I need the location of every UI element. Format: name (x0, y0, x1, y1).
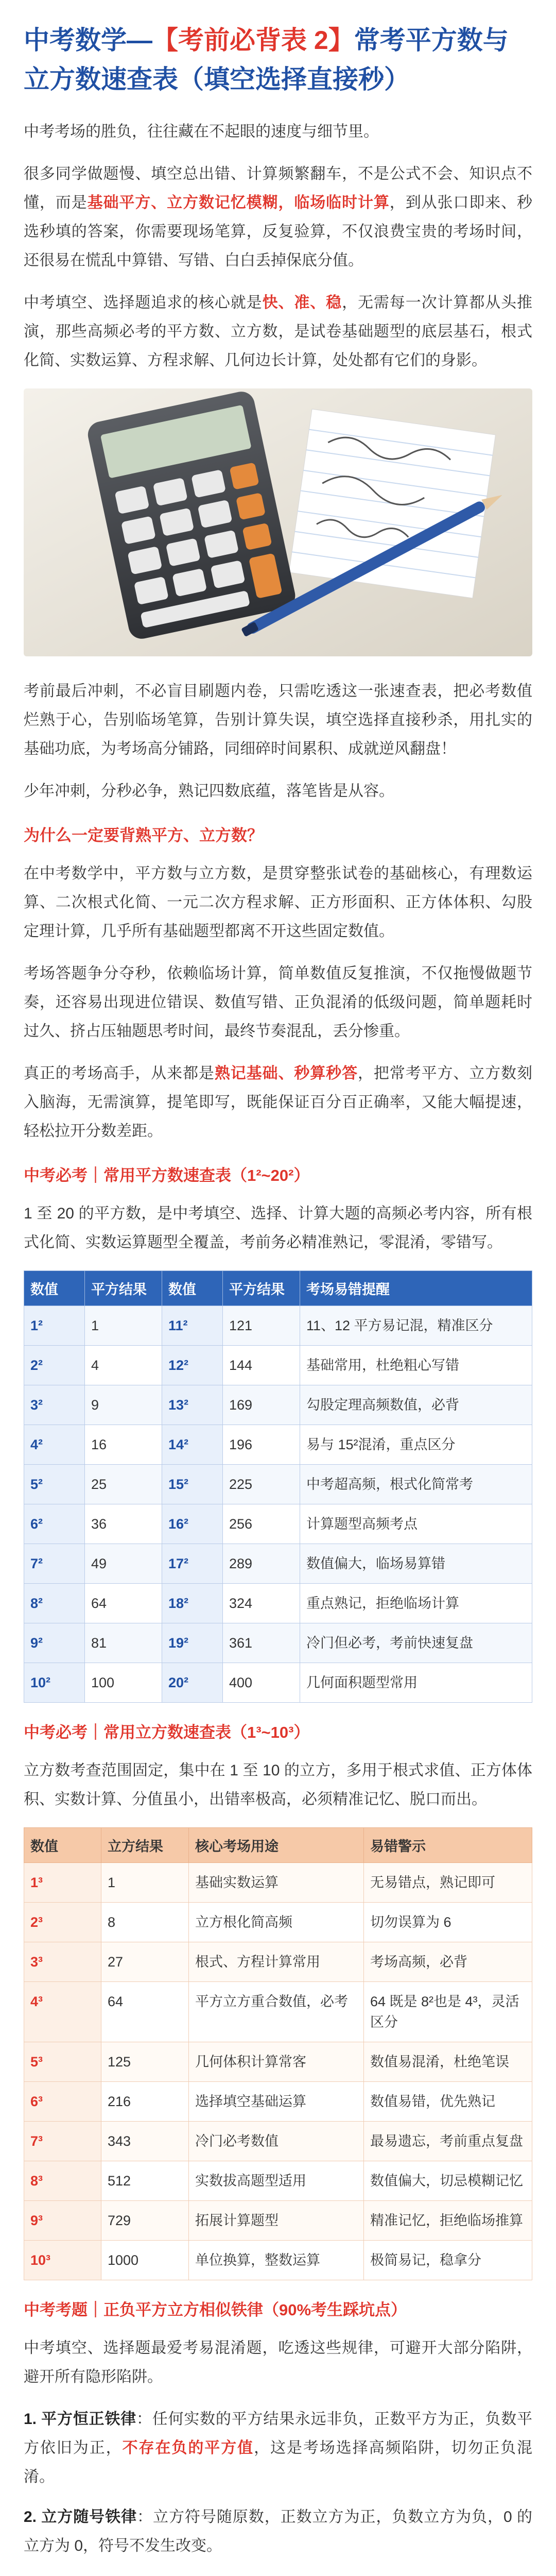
square-table-row-cell: 19² (162, 1623, 223, 1663)
cube-table-row (24, 2201, 532, 2241)
after-photo-p1: 考前最后冲刺，不必盲目刷题内卷，只需吃透这一张速查表，把必考数值烂熟于心，告别临场笔算，告别计算失误，填空选择直接秒杀，用扎实的基础功底，为考场高分铺路，同细碎时间累积、成就逆风翻盘！ (24, 683, 532, 757)
intro-p2-b: ，到从张口即来、秒选秒填的答案，你需要现场笔算，反复验算，不仅浪费宝贵的考场时间，还很易在慌乱中算错、写错、白白丢掉保底分值。 (24, 194, 533, 269)
square-table-row-cell: 中考超高频，根式化简常考 (300, 1465, 532, 1504)
cube-table-row-cell: 64 (101, 1982, 189, 2042)
square-table-row-cell: 17² (162, 1544, 223, 1584)
square-table-row-cell: 易与 15²混淆，重点区分 (300, 1425, 532, 1465)
cube-table-row-cell: 平方立方重合数值，必考 (189, 1982, 364, 2042)
cube-table-row-cell: 27 (101, 1942, 189, 1982)
square-table-row (24, 1346, 532, 1385)
intro-p3 (24, 289, 532, 375)
square-heading: 中考必考｜常用平方数速查表（1²~20²） (24, 1166, 310, 1184)
square-table-row-cell: 9² (24, 1623, 85, 1663)
cube-table-row (24, 1863, 532, 1903)
square-table-row-cell: 1 (85, 1306, 162, 1346)
cube-table-row-cell: 切勿误算为 6 (364, 1903, 532, 1942)
square-table-row-cell: 6² (24, 1504, 85, 1544)
cube-table-row (24, 2241, 532, 2280)
why-p3-c: ，把常考平方、立方数刻入脑海，无需演算，提笔即写，既能保证百分百正确率，又能大幅提速，轻松拉开分数差距。 (24, 1065, 533, 1140)
cube-table-row-cell: 几何体积计算常客 (189, 2042, 364, 2082)
cube-table-row-cell: 无易错点，熟记即可 (364, 1863, 532, 1903)
rule-1 (24, 2405, 532, 2492)
confuse-heading: 中考考题｜正负平方立方相似铁律（90%考生踩坑点） (24, 2301, 407, 2319)
square-table-row-cell: 几何面积题型常用 (300, 1663, 532, 1703)
cube-table-row-cell: 343 (101, 2122, 189, 2161)
cube-table-row-cell: 基础实数运算 (189, 1863, 364, 1903)
cube-table-row-cell: 数值偏大，切忌模糊记忆 (364, 2161, 532, 2201)
square-table-row-cell: 400 (223, 1663, 300, 1703)
square-table-row-cell: 100 (85, 1663, 162, 1703)
square-table-row (24, 1663, 532, 1703)
square-desc: 1 至 20 的平方数，是中考填空、选择、计算大题的高频必考内容，所有根式化简、实数运算题型全覆盖，考前务必精准熟记，零混淆，零错写。 (24, 1205, 532, 1251)
cube-table-row-cell: 3³ (24, 1942, 101, 1982)
square-table-row-cell: 144 (223, 1346, 300, 1385)
square-table-row-cell: 256 (223, 1504, 300, 1544)
cube-table-row-cell: 考场高频，必背 (364, 1942, 532, 1982)
square-table-row-cell: 13² (162, 1385, 223, 1425)
after-photo-p2: 少年冲刺，分秒必争，熟记四数底蕴，落笔皆是从容。 (24, 783, 394, 800)
cube-table-row-cell: 最易遗忘，考前重点复盘 (364, 2122, 532, 2161)
cube-col-header: 数值 (24, 1828, 101, 1863)
square-table-row (24, 1584, 532, 1623)
cube-desc: 立方数考查范围固定，集中在 1 至 10 的立方，多用于根式求值、正方体体积、实数计算、分值虽小，出错率极高，必须精准记忆、脱口而出。 (24, 1762, 532, 1808)
cube-table-row-cell: 64 既是 8²也是 4³，灵活区分 (364, 1982, 532, 2042)
square-table-row-cell: 16 (85, 1425, 162, 1465)
square-table-row-cell: 36 (85, 1504, 162, 1544)
cube-table-row (24, 2122, 532, 2161)
square-table-row-cell: 8² (24, 1584, 85, 1623)
cube-table-header (24, 1828, 532, 1863)
square-table-row-cell: 冷门但必考，考前快速复盘 (300, 1623, 532, 1663)
square-table-row-cell: 11、12 平方易记混，精准区分 (300, 1306, 532, 1346)
cube-table-row-cell: 8³ (24, 2161, 101, 2201)
cube-table-row-cell: 4³ (24, 1982, 101, 2042)
confuse-p1: 中考填空、选择题最爱考易混淆题，吃透这些规律，可避开大部分陷阱，避开所有隐形陷阱。 (24, 2340, 532, 2385)
cube-table (24, 1827, 532, 2280)
square-table-row-cell: 5² (24, 1465, 85, 1504)
square-table-row (24, 1544, 532, 1584)
square-table-row-cell: 324 (223, 1584, 300, 1623)
square-table-row-cell: 数值偏大，临场易算错 (300, 1544, 532, 1584)
intro-p1: 中考考场的胜负，往往藏在不起眼的速度与细节里。 (24, 123, 379, 140)
cube-table-row-cell: 512 (101, 2161, 189, 2201)
rule-1-a: ：任何实数的平方结果永远非负，正数平方为正，负数平方依旧为正， (24, 2411, 532, 2456)
square-table-row-cell: 4² (24, 1425, 85, 1465)
square-table-row-cell: 3² (24, 1385, 85, 1425)
rule-2-text: ：立方符号随原数，正数立方为正，负数立方为负，0 的立方为 0，符号不发生改变。 (24, 2509, 532, 2554)
cube-table-row-cell: 极简易记，稳拿分 (364, 2241, 532, 2280)
cube-table-row-cell: 选择填空基础运算 (189, 2082, 364, 2122)
rule-2-lead: 2. 立方随号铁律 (24, 2509, 137, 2526)
intro-p2-highlight: 基础平方、立方数记忆模糊，临场临时计算 (87, 194, 390, 211)
square-table-row (24, 1504, 532, 1544)
cube-table-row (24, 2042, 532, 2082)
square-table-row-cell: 2² (24, 1346, 85, 1385)
cube-table-row-cell: 1000 (101, 2241, 189, 2280)
intro-p2-a: 很多同学做题慢、填空总出错、计算频繁翻车，不是公式不会、知识点不懂，而是 (24, 165, 532, 211)
square-table-row-cell: 196 (223, 1425, 300, 1465)
square-table-row-cell: 1² (24, 1306, 85, 1346)
square-table-row-cell: 225 (223, 1465, 300, 1504)
cube-table-row-cell: 7³ (24, 2122, 101, 2161)
cube-table-row (24, 1942, 532, 1982)
square-col-header: 考场易错提醒 (300, 1271, 532, 1306)
cube-col-header: 立方结果 (101, 1828, 189, 1863)
cube-table-row (24, 2082, 532, 2122)
why-p3-highlight: 熟记基础、秒算秒答 (214, 1065, 358, 1082)
square-table-row-cell: 49 (85, 1544, 162, 1584)
square-table-row-cell: 勾股定理高频数值，必背 (300, 1385, 532, 1425)
cube-table-row-cell: 精准记忆，拒绝临场推算 (364, 2201, 532, 2241)
square-table-row-cell: 11² (162, 1306, 223, 1346)
square-col-header: 平方结果 (223, 1271, 300, 1306)
cube-table-row-cell: 10³ (24, 2241, 101, 2280)
rule-1-lead: 1. 平方恒正铁律 (24, 2411, 136, 2428)
cube-table-row-cell: 立方根化简高频 (189, 1903, 364, 1942)
square-table-row-cell: 169 (223, 1385, 300, 1425)
title-suffix: 常考平方数与立方数速查表（填空选择直接秒） (24, 26, 509, 94)
cube-table-row-cell: 8 (101, 1903, 189, 1942)
square-table-row-cell: 12² (162, 1346, 223, 1385)
cube-table-row (24, 2161, 532, 2201)
square-table-row-cell: 20² (162, 1663, 223, 1703)
square-table-row (24, 1306, 532, 1346)
cube-heading: 中考必考｜常用立方数速查表（1³~10³） (24, 1723, 310, 1741)
rule-1-c: ，这是考场选择高频陷阱，切勿正负混淆。 (24, 2439, 533, 2485)
cube-table-row-cell: 1³ (24, 1863, 101, 1903)
cube-table-row-cell: 单位换算，整数运算 (189, 2241, 364, 2280)
rule-1-highlight: 不存在负的平方值 (122, 2439, 254, 2456)
cube-col-header: 核心考场用途 (189, 1828, 364, 1863)
square-table-row-cell: 18² (162, 1584, 223, 1623)
square-table-row-cell: 重点熟记，拒绝临场计算 (300, 1584, 532, 1623)
intro-p2 (24, 160, 532, 275)
square-table-row-cell: 9 (85, 1385, 162, 1425)
cube-table-row (24, 1982, 532, 2042)
square-table-row-cell: 121 (223, 1306, 300, 1346)
title-highlight: 【考前必背表 2】 (152, 26, 354, 55)
why-p1: 在中考数学中，平方数与立方数，是贯穿整张试卷的基础核心，有理数运算、二次根式化简、一元二次方程求解、正方形面积、正方体体积、勾股定理计算，几乎所有基础题型都离不开这些固定数值。 (24, 865, 532, 940)
square-table-row-cell: 289 (223, 1544, 300, 1584)
cube-table-row-cell: 729 (101, 2201, 189, 2241)
cube-table-row-cell: 5³ (24, 2042, 101, 2082)
square-table-row-cell: 10² (24, 1663, 85, 1703)
square-table-row-cell: 81 (85, 1623, 162, 1663)
cube-table-row-cell: 拓展计算题型 (189, 2201, 364, 2241)
page-title (24, 21, 532, 99)
square-table-row-cell: 基础常用，杜绝粗心写错 (300, 1346, 532, 1385)
cube-table-row-cell: 9³ (24, 2201, 101, 2241)
cube-table-row-cell: 数值易混淆，杜绝笔误 (364, 2042, 532, 2082)
cube-table-row-cell: 125 (101, 2042, 189, 2082)
calculator-pen-photo (24, 388, 532, 656)
square-table-row-cell: 25 (85, 1465, 162, 1504)
intro-p3-a: 中考填空、选择题追求的核心就是 (24, 294, 263, 311)
square-col-header: 数值 (24, 1271, 85, 1306)
cube-table-row-cell: 6³ (24, 2082, 101, 2122)
cube-table-row (24, 1903, 532, 1942)
square-table-row (24, 1465, 532, 1504)
square-table-row-cell: 16² (162, 1504, 223, 1544)
rule-2 (24, 2503, 532, 2561)
why-p2: 考场答题争分夺秒，依赖临场计算，简单数值反复推演，不仅拖慢做题节奏，还容易出现进位错误、数值写错、正负混淆的低级问题，简单题耗时过久、挤占压轴题思考时间，最终节奏混乱，丢分惨重。 (24, 965, 532, 1040)
square-table-row-cell: 14² (162, 1425, 223, 1465)
square-table-row (24, 1623, 532, 1663)
square-table-row (24, 1425, 532, 1465)
cube-table-row-cell: 根式、方程计算常用 (189, 1942, 364, 1982)
cube-table-row-cell: 1 (101, 1863, 189, 1903)
why-heading: 为什么一定要背熟平方、立方数？ (24, 826, 263, 844)
rule-3 (24, 2572, 532, 2576)
cube-table-row-cell: 2³ (24, 1903, 101, 1942)
square-table-header (24, 1271, 532, 1306)
square-table-row-cell: 361 (223, 1623, 300, 1663)
intro-p3-b: ，无需每一次计算都从头推演，那些高频必考的平方数、立方数，是试卷基础题型的底层基石，根式化简、实数运算、方程求解、几何边长计算，处处都有它们的身影。 (24, 294, 533, 369)
intro-p3-highlight: 快、准、稳 (262, 294, 342, 311)
cube-table-row-cell: 数值易错，优先熟记 (364, 2082, 532, 2122)
why-p3 (24, 1059, 532, 1146)
square-col-header: 平方结果 (85, 1271, 162, 1306)
cube-table-row-cell: 216 (101, 2082, 189, 2122)
cube-table-row-cell: 实数拔高题型适用 (189, 2161, 364, 2201)
square-table-row-cell: 计算题型高频考点 (300, 1504, 532, 1544)
square-table-row-cell: 4 (85, 1346, 162, 1385)
square-table-row-cell: 7² (24, 1544, 85, 1584)
square-table (24, 1270, 532, 1703)
cube-col-header: 易错警示 (364, 1828, 532, 1863)
square-table-row-cell: 15² (162, 1465, 223, 1504)
cube-table-row-cell: 冷门必考数值 (189, 2122, 364, 2161)
why-p3-a: 真正的考场高手，从来都是 (24, 1065, 215, 1082)
square-table-row-cell: 64 (85, 1584, 162, 1623)
square-table-row (24, 1385, 532, 1425)
square-col-header: 数值 (162, 1271, 223, 1306)
title-prefix: 中考数学— (24, 26, 152, 55)
